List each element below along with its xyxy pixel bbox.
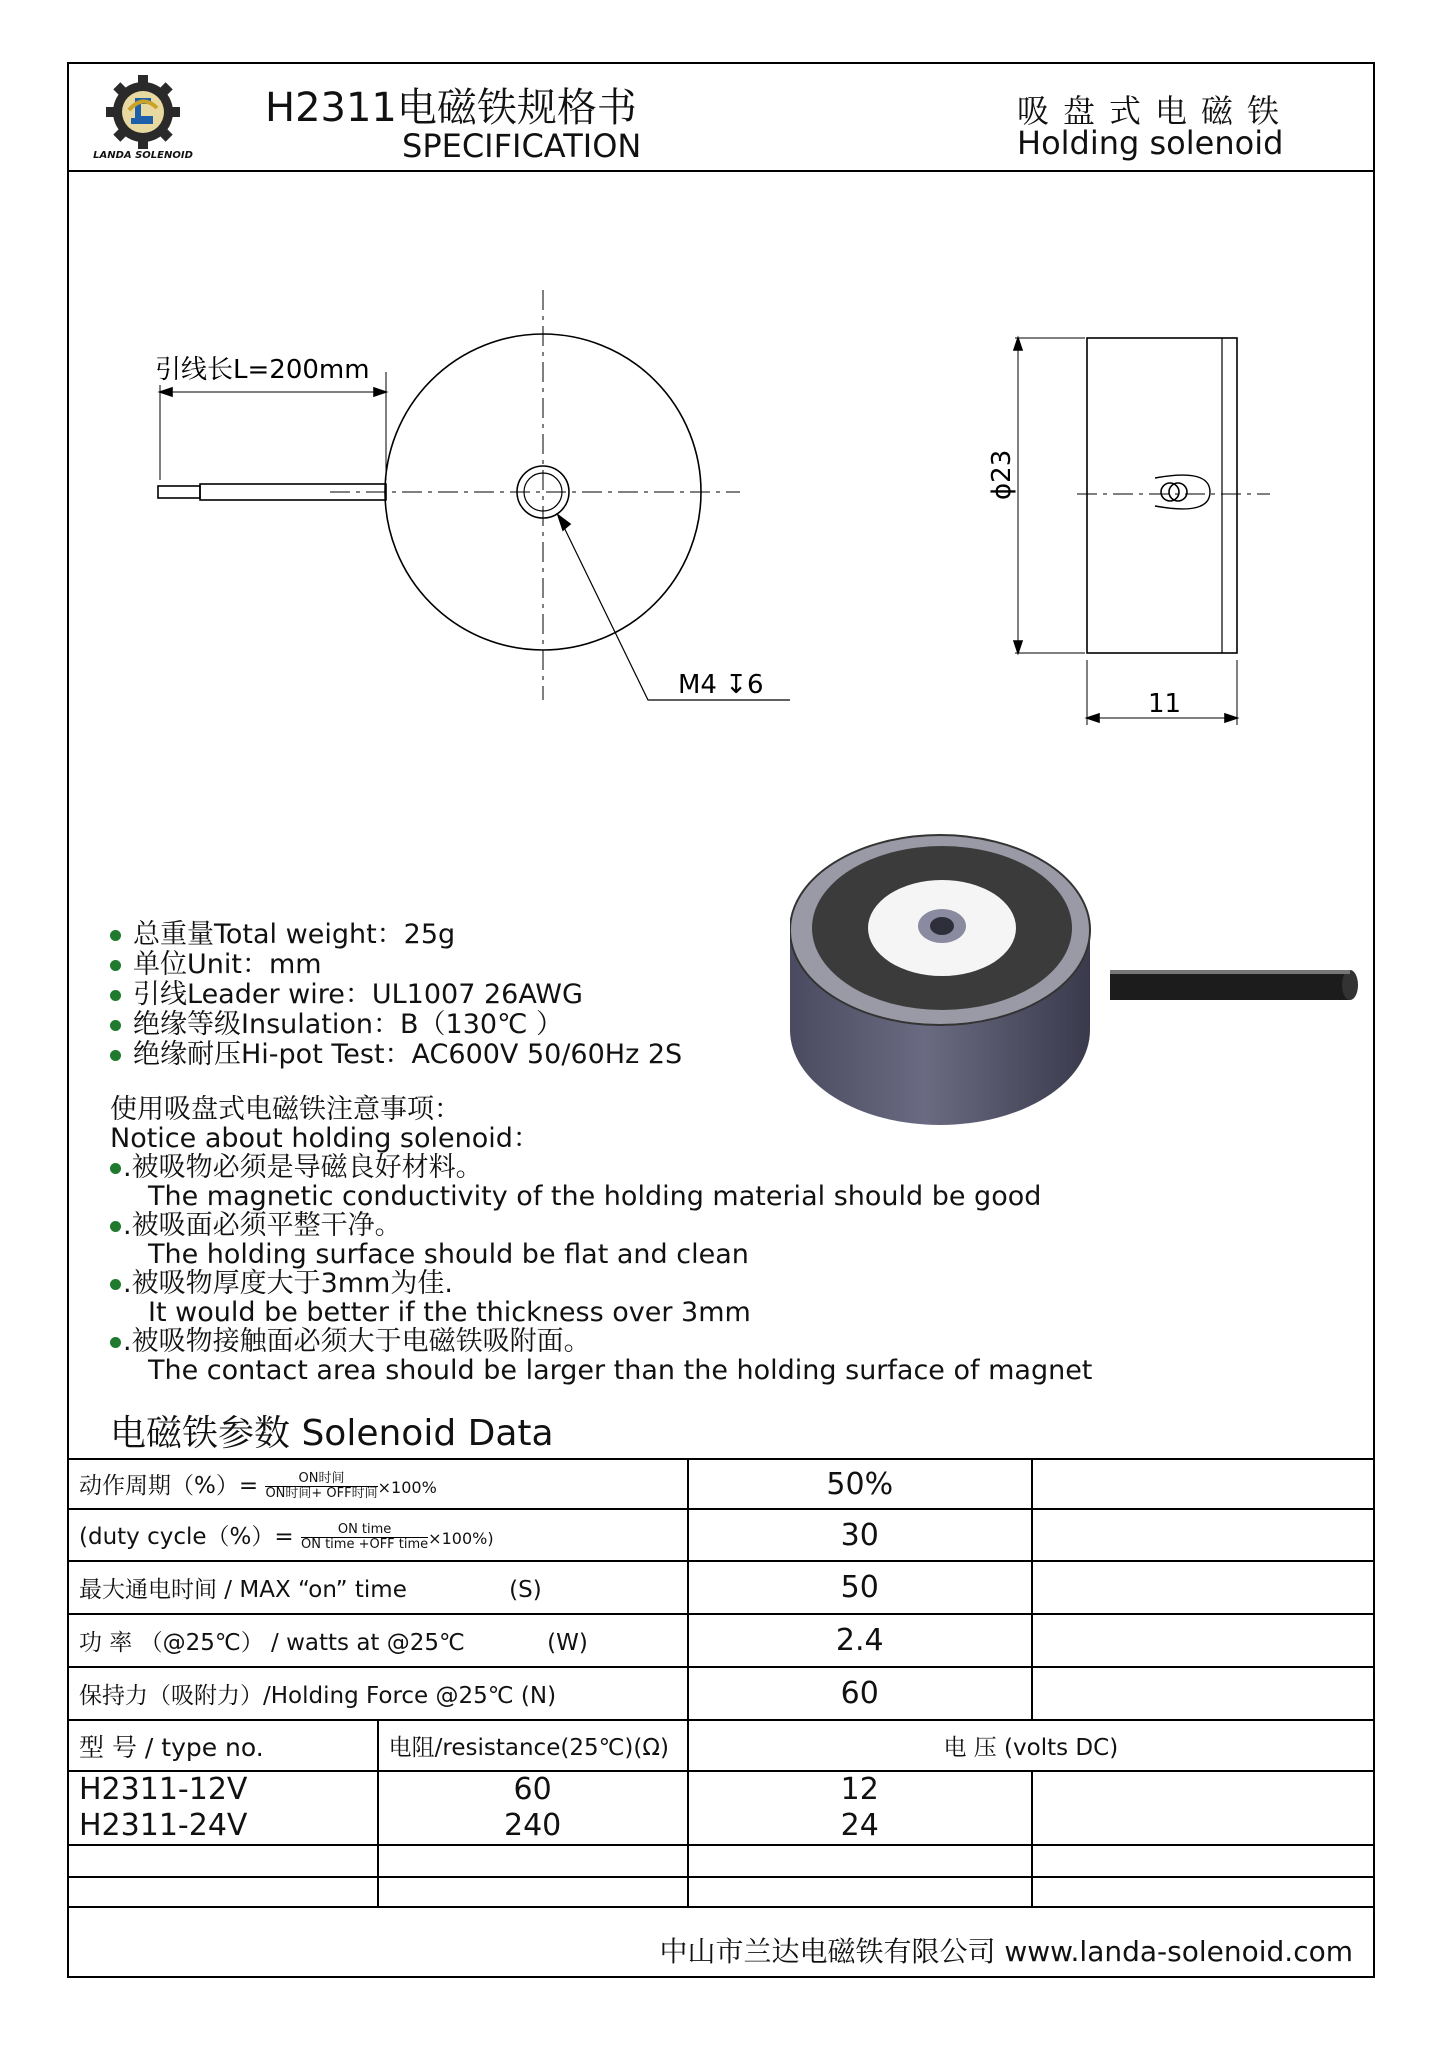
duty-formula-en: (duty cycle（%）= ON time ON time +OFF time ×100%) <box>68 1509 688 1561</box>
product-render <box>790 820 1365 1140</box>
column-voltage: 电 压 (volts DC) <box>688 1720 1374 1771</box>
bullet-icon <box>110 1020 121 1031</box>
notice-item-en: The magnetic conductivity of the holding material should be good <box>148 1181 1042 1212</box>
model-volts: 12 <box>688 1771 1032 1807</box>
lead-length-label: 引线长L=200mm <box>155 355 370 385</box>
max-on-time-label: 最大通电时间 / MAX “on” time (S) <box>68 1561 688 1614</box>
notice-item-en: It would be better if the thickness over 3mm <box>148 1297 751 1328</box>
spec-item: 单位Unit：mm <box>110 950 682 980</box>
solenoid-data-table <box>67 1458 1375 1908</box>
table-header-row <box>68 1720 1374 1771</box>
model-type: H2311-24V <box>68 1807 378 1845</box>
model-resistance: 240 <box>378 1807 688 1845</box>
document-subtitle: SPECIFICATION <box>402 127 642 165</box>
bullet-icon <box>110 960 121 971</box>
model-resistance: 60 <box>378 1771 688 1807</box>
product-type-en: Holding solenoid <box>1017 124 1284 162</box>
table-row <box>68 1771 1374 1807</box>
watts-label: 功 率 （@25℃） / watts at @25℃ (W) <box>68 1614 688 1667</box>
bullet-icon <box>110 1050 121 1061</box>
notice-item-en: The contact area should be larger than the holding surface of magnet <box>148 1355 1093 1386</box>
table-row <box>68 1667 1374 1720</box>
notice-title-en: Notice about holding solenoid： <box>110 1123 540 1154</box>
bullet-icon <box>110 930 121 941</box>
table-row <box>68 1509 1374 1561</box>
column-resistance: 电阻/resistance(25℃)(Ω) <box>378 1720 688 1771</box>
height-label: 11 <box>1148 689 1182 719</box>
holding-force-label: 保持力（吸附力）/Holding Force @25℃ (N) <box>68 1667 688 1720</box>
notice-item: .被吸物厚度大于3mm为佳. <box>110 1269 1092 1298</box>
notice-section <box>110 1095 1092 1385</box>
bullet-icon <box>110 990 121 1001</box>
holding-force-value: 60 <box>688 1667 1032 1720</box>
table-row <box>68 1561 1374 1614</box>
model-volts: 24 <box>688 1807 1032 1845</box>
product-type-cn: 吸盘式电磁铁 <box>1017 92 1294 130</box>
max-on-time-value: 50 <box>688 1561 1032 1614</box>
footer-company: 中山市兰达电磁铁有限公司 www.landa-solenoid.com <box>659 1935 1353 1968</box>
notice-item: .被吸物必须是导磁良好材料。 <box>110 1153 1092 1182</box>
model-type: H2311-12V <box>68 1771 378 1807</box>
cycle-value: 30 <box>688 1509 1032 1561</box>
thread-spec-label: M4 ↧6 <box>678 670 764 700</box>
spec-item: 总重量Total weight：25g <box>110 920 682 950</box>
table-row <box>68 1614 1374 1667</box>
notice-item-en: The holding surface should be flat and clean <box>148 1239 749 1270</box>
bullet-icon <box>110 1163 121 1174</box>
notice-item: .被吸面必须平整干净。 <box>110 1211 1092 1240</box>
solenoid-data-title: 电磁铁参数 Solenoid Data <box>110 1413 554 1454</box>
notice-item: .被吸物接触面必须大于电磁铁吸附面。 <box>110 1327 1092 1356</box>
document-title: H2311电磁铁规格书 <box>265 85 637 131</box>
column-type: 型 号 / type no. <box>68 1720 378 1771</box>
bullet-icon <box>110 1337 121 1348</box>
technical-drawing <box>0 0 1447 760</box>
table-row <box>68 1459 1374 1509</box>
notice-title-cn: 使用吸盘式电磁铁注意事项： <box>110 1094 461 1125</box>
watts-value: 2.4 <box>688 1614 1032 1667</box>
spec-item: 绝缘耐压Hi-pot Test：AC600V 50/60Hz 2S <box>110 1040 682 1070</box>
logo-text: LANDA SOLENOID <box>93 150 193 161</box>
diameter-label: ϕ23 <box>987 449 1017 500</box>
duty-formula-cn: 动作周期（%）= ON时间 ON时间+ OFF时间 ×100% <box>68 1459 688 1509</box>
table-row <box>68 1877 1374 1907</box>
table-row <box>68 1807 1374 1845</box>
table-row <box>68 1845 1374 1877</box>
spec-item: 引线Leader wire：UL1007 26AWG <box>110 980 682 1010</box>
spec-item: 绝缘等级Insulation：B（130℃ ） <box>110 1010 682 1040</box>
bullet-icon <box>110 1279 121 1290</box>
bullet-icon <box>110 1221 121 1232</box>
spec-list <box>110 920 682 1070</box>
duty-value: 50% <box>688 1459 1032 1509</box>
